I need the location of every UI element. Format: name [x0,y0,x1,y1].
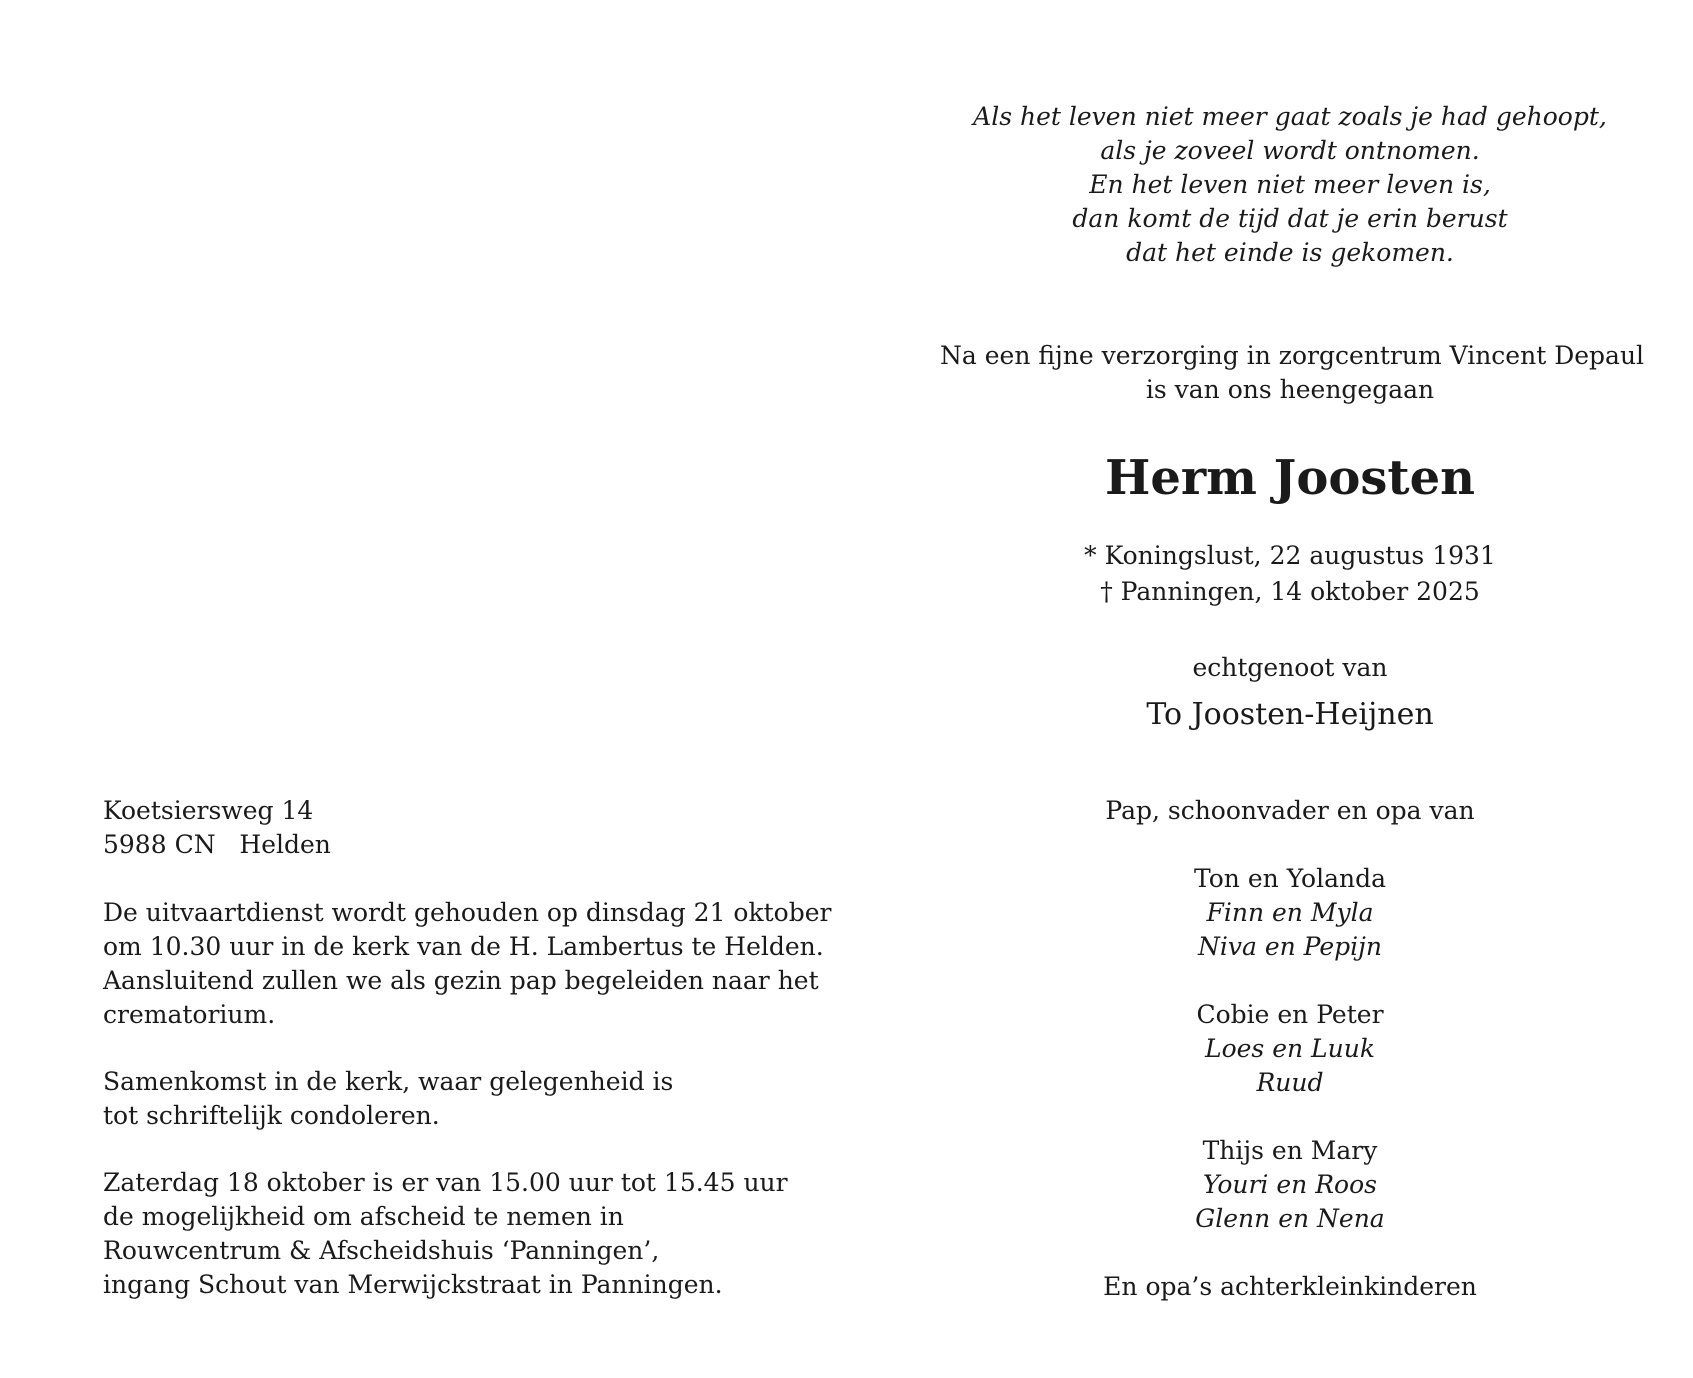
farewell-line: Zaterdag 18 oktober is er van 15.00 uur tot 15.45 uur [103,1168,788,1197]
family-parents: Thijs en Mary [1202,1136,1378,1165]
family-grandchildren: Ruud [1256,1068,1324,1097]
intro-line: is van ons heengegaan [1145,375,1435,404]
family-grandchildren: Niva en Pepijn [1197,932,1383,961]
service-line: om 10.30 uur in de kerk van de H. Lambertus te Helden. [103,932,824,961]
spacer [940,1236,1640,1270]
poem-line: Als het leven niet meer gaat zoals je had gehoopt, [973,102,1607,131]
address [103,794,803,862]
family-closing: En opa’s achterkleinkinderen [1103,1272,1477,1301]
family-parents: Cobie en Peter [1196,1000,1384,1029]
intro-line: Na een fijne verzorging in zorgcentrum Vincent Depaul [940,341,1645,370]
poem-line: dat het einde is gekomen. [1126,238,1454,267]
poem-line: als je zoveel wordt ontnomen. [1100,136,1480,165]
poem [940,100,1640,270]
spouse-name: To Joosten-Heijnen [1146,697,1434,732]
death-date: † Panningen, 14 oktober 2025 [1100,577,1480,606]
service-line: De uitvaartdienst wordt gehouden op dinsdag 21 oktober [103,898,832,927]
spacer [940,1100,1640,1134]
family-list [940,794,1640,1304]
address-city: 5988 CN Helden [103,830,331,859]
spacer [940,828,1640,862]
family-grandchildren: Youri en Roos [1203,1170,1377,1199]
service-line: crematorium. [103,1000,276,1029]
gathering-info [103,1065,803,1133]
farewell-info [103,1166,803,1302]
spacer [940,964,1640,998]
family-heading: Pap, schoonvader en opa van [1105,796,1475,825]
poem-line: En het leven niet meer leven is, [1089,170,1491,199]
service-line: Aansluitend zullen we als gezin pap begeleiden naar het [103,966,819,995]
address-street: Koetsiersweg 14 [103,796,314,825]
intro-text [940,339,1645,407]
poem-line: dan komt de tijd dat je erin berust [1072,204,1508,233]
gathering-line: Samenkomst in de kerk, waar gelegenheid is [103,1067,674,1096]
gathering-line: tot schriftelijk condoleren. [103,1101,440,1130]
birth-date: * Koningslust, 22 augustus 1931 [1084,541,1496,570]
family-grandchildren: Finn en Myla [1206,898,1374,927]
spouse-label: echtgenoot van [1192,653,1388,682]
farewell-line: de mogelijkheid om afscheid te nemen in [103,1202,624,1231]
service-info [103,896,832,1032]
family-grandchildren: Glenn en Nena [1195,1204,1385,1233]
farewell-line: ingang Schout van Merwijckstraat in Panningen. [103,1270,723,1299]
farewell-line: Rouwcentrum & Afscheidshuis ‘Panningen’, [103,1236,660,1265]
deceased-name: Herm Joosten [1104,450,1476,506]
life-dates [940,538,1640,610]
family-parents: Ton en Yolanda [1194,864,1386,893]
family-grandchildren: Loes en Luuk [1204,1034,1376,1063]
